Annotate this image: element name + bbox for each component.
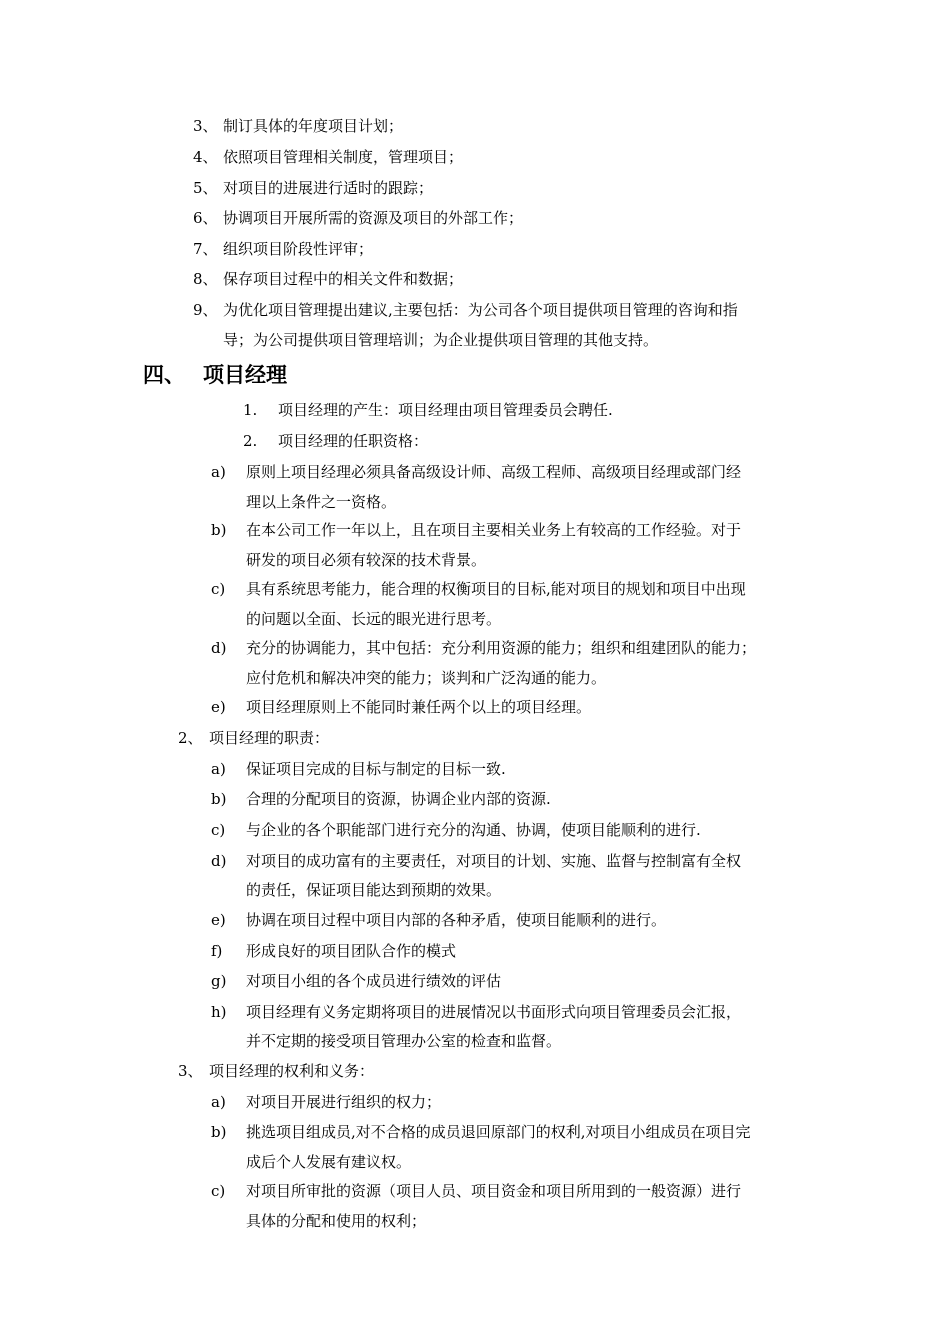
list-number: 8、 — [193, 270, 218, 288]
list-letter: d) — [211, 852, 227, 870]
list-item-text: 保证项目完成的目标与制定的目标一致. — [246, 760, 506, 778]
list-number: 7、 — [193, 240, 218, 258]
list-item-text: 依照项目管理相关制度，管理项目； — [223, 148, 464, 166]
list-item-text: 成后个人发展有建议权。 — [246, 1153, 412, 1171]
list-item-text: 为优化项目管理提出建议,主要包括：为公司各个项目提供项目管理的咨询和指 — [223, 301, 738, 319]
section-number: 四、 — [143, 363, 185, 387]
list-item-text: 原则上项目经理必须具备高级设计师、高级工程师、高级项目经理或部门经 — [246, 463, 742, 481]
list-item-text: 协调项目开展所需的资源及项目的外部工作； — [223, 209, 524, 227]
list-item-text: 对项目小组的各个成员进行绩效的评估 — [246, 972, 502, 990]
list-item-text: 项目经理原则上不能同时兼任两个以上的项目经理。 — [246, 698, 592, 716]
list-letter: e) — [211, 698, 226, 716]
list-item-text: 挑选项目组成员,对不合格的成员退回原部门的权利,对项目小组成员在项目完 — [246, 1123, 751, 1141]
list-number: 1. — [243, 401, 258, 419]
list-number: 3、 — [178, 1062, 203, 1080]
list-letter: b) — [211, 1123, 227, 1141]
list-item-text: 项目经理的产生：项目经理由项目管理委员会聘任. — [278, 401, 613, 419]
list-number: 6、 — [193, 209, 218, 227]
list-item-text: 保存项目过程中的相关文件和数据； — [223, 270, 464, 288]
list-letter: b) — [211, 521, 227, 539]
list-item-text: 组织项目阶段性评审； — [223, 240, 374, 258]
list-item-text: 充分的协调能力，其中包括：充分利用资源的能力；组织和组建团队的能力； — [246, 639, 757, 657]
list-number: 2. — [243, 432, 258, 450]
list-item-text: 与企业的各个职能部门进行充分的沟通、协调，使项目能顺利的进行. — [246, 821, 701, 839]
list-item-text: 研发的项目必须有较深的技术背景。 — [246, 551, 487, 569]
list-number: 2、 — [178, 729, 203, 747]
list-letter: c) — [211, 580, 226, 598]
list-item-text: 的问题以全面、长远的眼光进行思考。 — [246, 610, 502, 628]
list-item-text: 对项目的进展进行适时的跟踪； — [223, 179, 434, 197]
list-letter: c) — [211, 1182, 226, 1200]
list-letter: g) — [211, 972, 227, 990]
list-letter: h) — [211, 1003, 227, 1021]
list-item-text: 具体的分配和使用的权利； — [246, 1212, 427, 1230]
list-item-text: 对项目的成功富有的主要责任，对项目的计划、实施、监督与控制富有全权 — [246, 852, 742, 870]
subsection-title: 项目经理的权利和义务： — [209, 1062, 375, 1080]
list-letter: b) — [211, 790, 227, 808]
list-item-text: 形成良好的项目团队合作的模式 — [246, 942, 457, 960]
list-item-text: 应付危机和解决冲突的能力；谈判和广泛沟通的能力。 — [246, 669, 607, 687]
list-letter: c) — [211, 821, 226, 839]
list-number: 5、 — [193, 179, 218, 197]
list-item-text: 制订具体的年度项目计划； — [223, 117, 404, 135]
list-letter: a) — [211, 760, 226, 778]
section-title: 项目经理 — [203, 363, 287, 387]
list-item-text: 协调在项目过程中项目内部的各种矛盾，使项目能顺利的进行。 — [246, 911, 667, 929]
list-item-text: 在本公司工作一年以上，且在项目主要相关业务上有较高的工作经验。对于 — [246, 521, 742, 539]
list-letter: a) — [211, 1093, 226, 1111]
list-item-text: 项目经理的任职资格： — [278, 432, 429, 450]
list-item-text: 对项目所审批的资源（项目人员、项目资金和项目所用到的一般资源）进行 — [246, 1182, 742, 1200]
list-item-text: 的责任，保证项目能达到预期的效果。 — [246, 881, 502, 899]
list-item-text: 项目经理有义务定期将项目的进展情况以书面形式向项目管理委员会汇报， — [246, 1003, 742, 1021]
list-item-text: 对项目开展进行组织的权力； — [246, 1093, 442, 1111]
list-number: 9、 — [193, 301, 218, 319]
list-item-text: 并不定期的接受项目管理办公室的检查和监督。 — [246, 1032, 562, 1050]
list-letter: d) — [211, 639, 227, 657]
list-letter: e) — [211, 911, 226, 929]
list-letter: f) — [211, 942, 223, 960]
list-item-text: 理以上条件之一资格。 — [246, 493, 397, 511]
subsection-title: 项目经理的职责： — [209, 729, 330, 747]
list-item-text: 导；为公司提供项目管理培训；为企业提供项目管理的其他支持。 — [223, 331, 659, 349]
list-item-text: 合理的分配项目的资源，协调企业内部的资源. — [246, 790, 551, 808]
list-letter: a) — [211, 463, 226, 481]
list-item-text: 具有系统思考能力，能合理的权衡项目的目标,能对项目的规划和项目中出现 — [246, 580, 746, 598]
list-number: 3、 — [193, 117, 218, 135]
list-number: 4、 — [193, 148, 218, 166]
